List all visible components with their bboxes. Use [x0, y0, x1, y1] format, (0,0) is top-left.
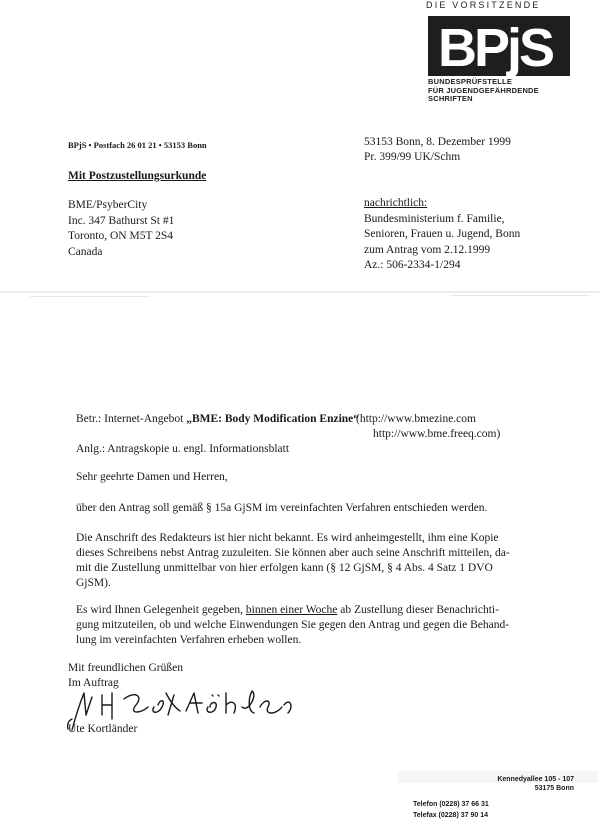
paragraph-1: über den Antrag soll gemäß § 15a GjSM im vereinfachten Verfahren entschieden werden. — [76, 502, 488, 514]
subject-title: „BME: Body Modification Enzine“ — [186, 413, 360, 425]
paragraph-line: mit die Zustellung unmittelbar von hier erfolgen kann (§ 12 GjSM, § 4 Abs. 4 Satz 1 DVO — [76, 562, 493, 574]
closing-on-behalf: Im Auftrag — [68, 677, 119, 689]
scan-artifact — [30, 296, 150, 297]
sender-address-line: BPjS • Postfach 26 01 21 • 53153 Bonn — [68, 140, 207, 150]
agency-line: FÜR JUGENDGEFÄHRDENDE — [428, 85, 539, 95]
paragraph-line: dieses Schreibens nebst Antrag zuzuleiten. Sie können aber auch seine Anschrift mitteilen, da- — [76, 547, 510, 559]
mail-type: Mit Postzustellungsurkunde — [68, 170, 207, 182]
paragraph-line: lung im vereinfachten Verfahren erheben wollen. — [76, 634, 302, 646]
recipient-line: Canada — [68, 245, 103, 258]
cc-line: zum Antrag vom 2.12.1999 — [364, 243, 491, 256]
paragraph-text: Es wird Ihnen Gelegenheit gegeben, — [76, 604, 244, 616]
paragraph-line: Die Anschrift des Redakteurs ist hier nicht bekannt. Es wird anheimgestellt, ihm eine Kopie — [76, 532, 499, 544]
paragraph-line — [76, 603, 546, 618]
paragraph-line: GjSM). — [76, 577, 111, 589]
bpjs-logo — [398, 10, 570, 78]
recipient-line: Inc. 347 Bathurst St #1 — [68, 214, 175, 227]
paragraph-3 — [76, 603, 546, 648]
footer-address — [488, 776, 574, 793]
subject-block — [76, 412, 596, 444]
subject-url-2: http://www.bme.freeq.com) — [373, 428, 501, 440]
signer-name: Ute Kortländer — [68, 723, 138, 735]
agency-line: BUNDESPRÜFSTELLE — [428, 77, 513, 86]
cc-line: Senioren, Frauen u. Jugend, Bonn — [364, 228, 521, 240]
date-block — [364, 135, 511, 165]
cc-block — [364, 196, 520, 274]
footer-phone: Telefon (0228) 37 66 31 — [413, 801, 489, 808]
footer-contact — [413, 800, 489, 821]
enclosure-line: Anlg.: Antragskopie u. engl. Informationsblatt — [76, 443, 290, 455]
scan-artifact — [0, 291, 600, 293]
subject-prefix: Betr.: Internet-Angebot — [76, 413, 184, 425]
paragraph-line: gung mitzuteilen, ob und welche Einwendungen Sie gegen den Antrag und gegen die Behand- — [76, 619, 510, 631]
cc-line: Az.: 506-2334-1/294 — [364, 259, 461, 271]
footer-fax: Telefax (0228) 37 90 14 — [413, 811, 488, 819]
scan-artifact — [450, 295, 590, 296]
agency-name — [428, 78, 539, 104]
paragraph-2 — [76, 531, 546, 591]
closing-greeting: Mit freundlichen Grüßen — [68, 662, 183, 674]
reference-number: Pr. 399/99 UK/Schm — [364, 151, 461, 163]
deadline-text: binnen einer Woche — [245, 604, 338, 616]
recipient-line: Toronto, ON M5T 2S4 — [68, 230, 174, 242]
salutation: Sehr geehrte Damen und Herren, — [76, 471, 228, 483]
recipient-address — [68, 198, 174, 260]
recipient-line: BME/PsyberCity — [68, 199, 148, 211]
cc-label: nachrichtlich: — [364, 197, 428, 209]
cc-line: Bundesministerium f. Familie, — [364, 212, 505, 225]
subject-url-1: (http://www.bmezine.com — [356, 413, 476, 425]
place-date: 53153 Bonn, 8. Dezember 1999 — [364, 136, 511, 148]
footer-city: 53175 Bonn — [534, 784, 574, 792]
footer-street: Kennedyallee 105 - 107 — [497, 776, 574, 783]
agency-line: SCHRIFTEN — [428, 94, 473, 103]
top-label: DIE VORSITZENDE — [426, 0, 541, 10]
paragraph-text: ab Zustellung dieser Benachrichti- — [340, 604, 499, 616]
logo-text: BPjS — [438, 18, 553, 78]
